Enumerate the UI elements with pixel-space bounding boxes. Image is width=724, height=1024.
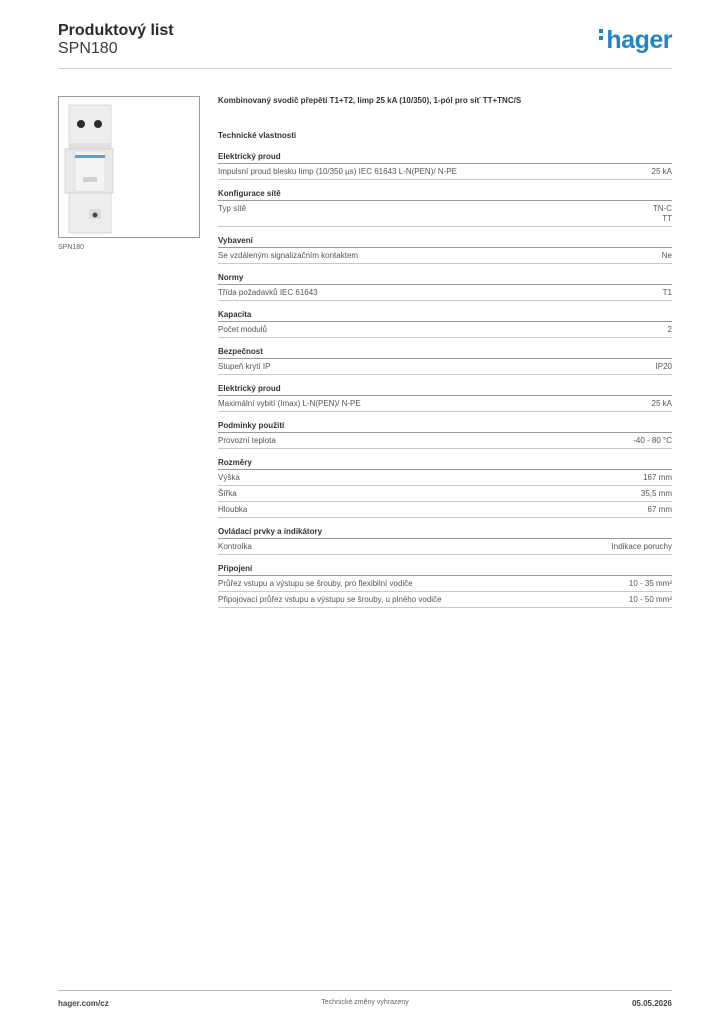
spec-value: 2 [667,325,672,334]
spec-label: Typ sítě [218,204,247,213]
spec-value: 67 mm [647,505,672,514]
spec-section [218,189,672,227]
spec-row [218,248,672,264]
spec-row [218,396,672,412]
spec-row [218,322,672,338]
spec-value: Ne [661,251,672,260]
spec-row [218,164,672,180]
document-title: Produktový list [58,22,174,39]
spec-row [218,539,672,555]
spec-section [218,273,672,301]
spec-row [218,433,672,449]
spec-row [218,201,672,227]
product-image [58,96,200,238]
spec-label: Šířka [218,489,237,498]
product-description: Kombinovaný svodič přepětí T1+T2, Iimp 25 kA (10/350), 1-pól pro síť TT+TNC/S [218,96,522,105]
section-title: Elektrický proud [218,384,672,396]
spec-row [218,502,672,518]
spec-value: 25 kA [651,399,672,408]
footer-date: 05.05.2026 [631,999,672,1008]
footer-note: Technické změny vyhrazeny [321,999,409,1006]
spec-row [218,359,672,375]
spec-row [218,486,672,502]
section-title: Elektrický proud [218,152,672,164]
spec-row [218,576,672,592]
spec-label: Maximální vybití (Imax) L-N(PEN)/ N-PE [218,399,361,408]
product-specs [218,96,672,617]
spec-value: T1 [662,288,672,297]
spec-section [218,347,672,375]
spec-label: Hloubka [218,505,248,514]
section-title: Kapacita [218,310,672,322]
hager-logo [599,26,672,55]
product-code: SPN180 [58,40,118,57]
section-title: Ovládací prvky a indikátory [218,527,672,539]
spec-row [218,592,672,608]
spec-value: 25 kA [651,167,672,176]
spec-value: 10 - 50 mm² [628,595,672,604]
image-caption: SPN180 [58,244,85,251]
spec-section [218,152,672,180]
spec-section [218,527,672,555]
spec-section [218,236,672,264]
spec-value: IP20 [655,362,672,371]
spec-value: 10 - 35 mm² [628,579,672,588]
page-header [58,22,672,69]
spec-section [218,310,672,338]
spec-section [218,384,672,412]
spec-label: Provozní teplota [218,436,276,445]
spec-row [218,470,672,486]
spec-label: Impulsní proud blesku Iimp (10/350 µs) IEC 61643 L-N(PEN)/ N-PE [218,167,457,176]
section-title: Rozměry [218,458,672,470]
surge-arrester-icon [59,97,199,237]
spec-label: Kontrolka [218,542,252,551]
spec-row [218,285,672,301]
spec-label: Stupeň krytí IP [218,362,271,371]
spec-value: Indikace poruchy [611,542,672,551]
page-footer [58,990,672,1011]
spec-section [218,421,672,449]
spec-value: 167 mm [643,473,672,482]
spec-section [218,458,672,518]
spec-value: 35,5 mm [640,489,672,498]
spec-label: Počet modulů [218,325,267,334]
logo-dots-icon [599,29,603,43]
section-title: Připojení [218,564,672,576]
spec-label: Výška [218,473,240,482]
spec-value: -40 - 80 °C [633,436,672,445]
section-title: Konfigurace sítě [218,189,672,201]
spec-label: Průřez vstupu a výstupu se šrouby, pro flexibilní vodiče [218,579,413,588]
spec-label: Třída požadavků IEC 61643 [218,288,318,297]
section-title: Vybavení [218,236,672,248]
spec-label: Se vzdáleným signalizačním kontaktem [218,251,359,260]
footer-website: hager.com/cz [58,999,109,1008]
spec-label: Připojovací průřez vstupu a výstupu se šrouby, u plného vodiče [218,595,442,604]
section-title: Bezpečnost [218,347,672,359]
section-title: Normy [218,273,672,285]
spec-value: TN-C TT [652,204,672,223]
spec-section [218,564,672,608]
spec-sections [218,152,672,608]
logo-text: hager [606,26,672,54]
tech-properties-title: Technické vlastnosti [218,131,297,140]
section-title: Podmínky použití [218,421,672,433]
